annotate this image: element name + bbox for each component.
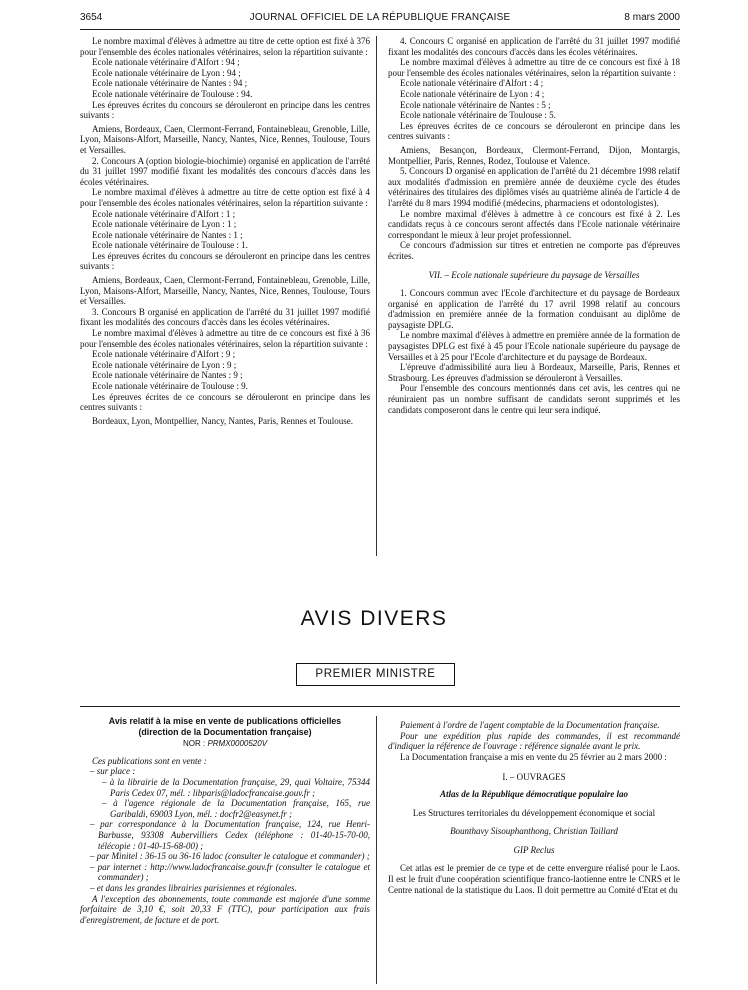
paragraph: Le nombre maximal d'élèves à admettre au titre de ce concours est fixé à 36 pour l'ensemble des écoles nationales vétérinaires, selon la répartition suivante : [80,328,370,349]
list-item: Ecole nationale vétérinaire de Lyon : 1 ; [92,219,237,230]
paragraph: Amiens, Bordeaux, Caen, Clermont-Ferrand, Fontainebleau, Grenoble, Lille, Lyon, Maisons-Alfort, Marseille, Nancy, Nantes, Nice, Rennes, Toulouse, Tours et Versailles. [80,123,370,155]
list-item: – à l'agence régionale de la Documentation française, 165, rue Garibaldi, 69003 Lyon, mél. : docfr2@easynet.fr ; [102,798,370,819]
paragraph: 3. Concours B organisé en application de l'arrêté du 31 juillet 1997 modifié fixant les modalités des concours d'accès dans les écoles vétérinaires. [80,306,370,328]
page-header [80,12,680,28]
header-rule [80,29,680,30]
list-item: Ecole nationale vétérinaire de Toulouse : 1. [92,240,248,251]
bottom-left-column [80,716,370,925]
journal-title: JOURNAL OFFICIEL DE LA RÉPUBLIQUE FRANÇAISE [249,12,511,23]
paragraph: Cet atlas est le premier de ce type et de cette envergure réalisé pour le Laos. Il est le fruit d'une coopération scientifique franco-laotienne entre le CNRS et le Centre national de la statistique du Laos. Il doit permettre au Comité d'Etat et du [388,863,680,895]
paragraph: A l'exception des abonnements, toute commande est majorée d'une somme forfaitaire de 3,10 €, soit 20,33 F (TTC), pour participation aux frais d'enregistrement, de facture et de port. [80,893,370,925]
paragraph: Amiens, Besançon, Bordeaux, Clermont-Ferrand, Dijon, Montargis, Montpellier, Paris, Rennes, Rodez, Toulouse et Valence. [388,144,680,166]
list-item: Ecole nationale vétérinaire de Toulouse : 94. [92,88,253,99]
list-item: Ecole nationale vétérinaire de Nantes : 94 ; [92,78,248,89]
section-rule [80,706,680,707]
list-item: Ecole nationale vétérinaire de Toulouse : 5. [400,110,556,121]
page-number: 3654 [80,12,103,23]
issue-date: 8 mars 2000 [624,12,680,23]
book-publisher: GIP Reclus [513,844,555,855]
nor-reference [80,739,370,750]
list-item: Ecole nationale vétérinaire de Lyon : 94 ; [92,67,241,78]
list-item: Ecole nationale vétérinaire d'Alfort : 4 ; [400,78,544,89]
nor-code: PRMX0000520V [207,739,268,749]
list-item: – par correspondance à la Documentation française, 124, rue Henri-Barbusse, 93308 Aubervilliers Cedex (téléphone : 01-40-15-70-00, télécopie : 01-40-15-68-00) ; [90,819,370,851]
book-subtitle: Les Structures territoriales du développement économique et social [412,807,656,818]
paragraph: Le nombre maximal d'élèves à admettre au titre de cette option est fixé à 376 pour l'ensemble des écoles nationales vétérinaires, selon la répartition suivante : [80,36,370,57]
paragraph: 2. Concours A (option biologie-biochimie) organisé en application de l'arrêté du 31 juillet 1997 modifié fixant les modalités des concours d'accès dans les écoles vétérinaires. [80,155,370,187]
list-item: Ecole nationale vétérinaire de Lyon : 9 ; [92,359,237,370]
book-title: Atlas de la République démocratique populaire lao [439,788,628,799]
notice-title: Avis relatif à la mise en vente de publications officielles [108,716,342,726]
right-column [388,36,680,415]
list-item: – par Minitel : 36-15 ou 36-16 ladoc (consulter le catalogue et commander) ; [90,851,370,862]
paragraph: Ces publications sont en vente : [92,755,207,766]
paragraph: 4. Concours C organisé en application de l'arrêté du 31 juillet 1997 modifié fixant les modalités des concours d'accès dans les écoles vétérinaires. [388,36,680,57]
avis-divers-title: AVIS DIVERS [300,607,448,630]
book-authors: Bounthavy Sisouphanthong, Christian Taillard [450,826,618,837]
premier-ministre-box: PREMIER MINISTRE [296,663,455,686]
left-column [80,36,370,426]
paragraph: Les épreuves écrites du concours se dérouleront en principe dans les centres suivants : [80,250,370,272]
paragraph: 1. Concours commun avec l'Ecole d'architecture et du paysage de Bordeaux organisé en application de l'arrêté du 17 avril 1998 relatif au concours d'admission en première année de la formation conduisant au diplôme de paysagiste DPLG. [388,288,680,330]
paragraph: Le nombre maximal d'élèves à admettre en première année de la formation de paysagistes DPLG est fixé à 45 pour l'Ecole nationale supérieure du paysage de Versailles et à 25 pour l'Ecole d'architecture et du paysage de Bordeaux. [388,330,680,362]
list-item: Ecole nationale vétérinaire de Lyon : 4 ; [400,88,545,99]
paragraph: 5. Concours D organisé en application de l'arrêté du 21 décembre 1998 relatif aux modalités d'admission en première année de deuxième cycle des études vétérinaires des titulaires des diplômes visés au quatrième alinéa de l'article 4 de l'arrêté du 8 mars 1994 modifié (médecins, pharmaciens et odontologistes). [388,166,680,208]
paragraph: Les épreuves écrites du concours se dérouleront en principe dans les centres suivants : [80,99,370,121]
section-heading: I. – OUVRAGES [502,772,566,783]
list-item: – par internet : http://www.ladocfrancaise.gouv.fr (consulter le catalogue et commander) ; [90,861,370,883]
notice-subtitle: (direction de la Documentation française) [138,726,312,737]
nor-label: NOR : [182,739,206,749]
list-item: Ecole nationale vétérinaire de Nantes : 5 ; [400,99,551,110]
list-item: Ecole nationale vétérinaire d'Alfort : 9 ; [92,349,236,360]
paragraph: Bordeaux, Lyon, Montpellier, Nancy, Nantes, Paris, Rennes et Toulouse. [92,415,353,426]
list-item: Ecole nationale vétérinaire de Nantes : 1 ; [92,229,243,240]
paragraph: Le nombre maximal d'élèves à admettre au titre de cette option est fixé à 4 pour l'ensemble des écoles nationales vétérinaires, selon la répartition suivante : [80,187,370,208]
paragraph: Paiement à l'ordre de l'agent comptable de la Documentation française. [400,720,660,730]
list-item: Ecole nationale vétérinaire d'Alfort : 1 ; [92,208,236,219]
paragraph: La Documentation française a mis en vente du 25 février au 2 mars 2000 : [400,751,667,762]
paragraph: Ce concours d'admission sur titres et entretien ne comporte pas d'épreuves écrites. [388,240,680,261]
section-heading: VII. – Ecole nationale supérieure du paysage de Versailles [428,270,640,281]
paragraph: Le nombre maximal d'élèves à admettre au titre de ce concours est fixé à 18 pour l'ensemble des écoles nationales vétérinaires, selon la répartition suivante : [388,57,680,78]
list-item: – sur place : [90,766,136,777]
paragraph: Amiens, Bordeaux, Caen, Clermont-Ferrand, Fontainebleau, Grenoble, Lille, Lyon, Maisons-Alfort, Marseille, Nancy, Nantes, Nice, Rennes, Toulouse, Tours et Versailles. [80,275,370,307]
list-item: Ecole nationale vétérinaire de Nantes : 9 ; [92,370,243,381]
paragraph: L'épreuve d'admissibilité aura lieu à Bordeaux, Marseille, Paris, Rennes et Strasbourg. Les épreuves d'admission se dérouleront à Versailles. [388,362,680,383]
paragraph: Le nombre maximal d'élèves à admettre à ce concours est fixé à 2. Les candidats reçus à ce concours seront affectés dans l'Ecole nationale vétérinaire correspondant le mieux à leur projet professionnel. [388,208,680,240]
column-divider [376,36,377,556]
list-item: – et dans les grandes librairies parisiennes et régionales. [90,882,297,893]
list-item: – à la librairie de la Documentation française, 29, quai Voltaire, 75344 Paris Cedex 07, mél. : libparis@ladocfrancaise.gouv.fr ; [102,776,370,798]
list-item: Ecole nationale vétérinaire de Toulouse : 9. [92,381,248,391]
list-item: Ecole nationale vétérinaire d'Alfort : 94 ; [92,57,240,68]
column-divider [376,716,377,984]
paragraph: Pour l'ensemble des concours mentionnés dans cet avis, les centres qui ne réuniraient pas un nombre suffisant de candidats seront supprimés et les candidats composeront dans le centre qui leur sera indiqué. [388,383,680,415]
paragraph: Pour une expédition plus rapide des commandes, il est recommandé d'indiquer la référence de l'ouvrage : référence signalée avant le prix. [388,730,680,752]
bottom-right-column [388,720,680,895]
paragraph: Les épreuves écrites de ce concours se dérouleront en principe dans les centres suivants : [388,120,680,142]
paragraph: Les épreuves écrites de ce concours se dérouleront en principe dans les centres suivants : [80,391,370,413]
